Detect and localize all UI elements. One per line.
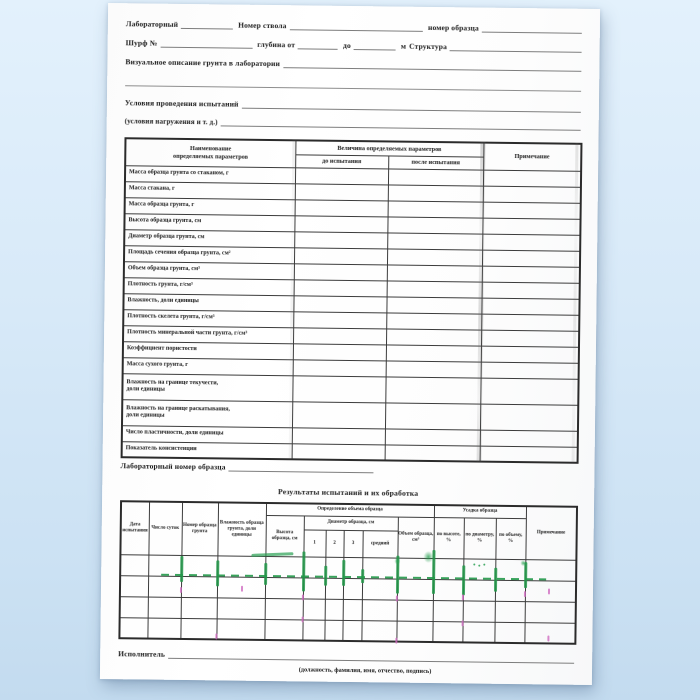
- form-content: [100, 3, 600, 685]
- cell: [433, 600, 463, 621]
- cell: [481, 346, 579, 363]
- parameters-name-header: Наименование определяемых параметров: [125, 138, 295, 167]
- cell: [386, 360, 481, 377]
- cell: [387, 280, 482, 297]
- meters-label: м: [400, 41, 407, 51]
- cell: [292, 427, 385, 444]
- cell: [294, 263, 387, 280]
- cell: [525, 601, 576, 623]
- cell: [482, 282, 580, 299]
- cell: [293, 327, 386, 344]
- blank-field: [289, 21, 423, 32]
- cell: [325, 578, 343, 599]
- cell: [386, 296, 481, 313]
- cell: [387, 232, 482, 249]
- cell: [386, 344, 481, 361]
- cell: [302, 619, 324, 640]
- shrinkage-group-header: Усадка образца: [434, 505, 526, 518]
- depth-from-label: глубина от: [257, 39, 296, 50]
- diameter-3-header: 3: [343, 530, 362, 557]
- blank-field: [283, 59, 581, 72]
- signature-note: (должность, фамилия, имя, отчество, подпись): [298, 666, 432, 676]
- cell: [120, 596, 148, 617]
- visual-description-line: [125, 57, 581, 72]
- blank-field: [482, 24, 582, 34]
- blank-field: [450, 42, 582, 53]
- moisture-header: Влажность образца грунта, доли единицы: [217, 502, 266, 556]
- cell: [482, 234, 580, 251]
- param-label: Диаметр образца грунта, см: [124, 229, 294, 247]
- cell: [495, 580, 525, 601]
- cell: [303, 556, 325, 577]
- lab-number-label: Лабораторный номер образца: [120, 461, 226, 472]
- param-label: Плотность скелета грунта, г/см³: [123, 309, 293, 327]
- parameters-table: [121, 137, 583, 464]
- header-line-2: [126, 38, 582, 53]
- cell: [148, 597, 181, 618]
- cell: [147, 618, 180, 639]
- param-label: Число пластичности, доли единицы: [122, 425, 292, 443]
- param-label: Масса стакана, г: [125, 181, 295, 199]
- executor-line: [118, 649, 574, 664]
- cell: [303, 577, 325, 598]
- cell: [480, 446, 578, 463]
- cell: [385, 444, 480, 461]
- cell: [294, 247, 387, 264]
- conditions-note-label: (условия нагружения и т. д.): [124, 117, 218, 127]
- results-table: [118, 500, 578, 645]
- cell: [325, 557, 343, 578]
- cell: [324, 620, 342, 641]
- cell: [292, 375, 385, 402]
- cell: [385, 402, 480, 429]
- cell: [292, 401, 385, 428]
- sample-no-header: Номер образца грунта: [181, 502, 218, 555]
- blank-field: [298, 40, 338, 49]
- cell: [295, 183, 388, 200]
- blank-field: [221, 117, 581, 130]
- diameter-group-header: Диаметр образца, см: [304, 515, 398, 530]
- cell: [483, 202, 581, 219]
- date-header: Дата испытания: [120, 501, 149, 554]
- cell: [387, 216, 482, 233]
- note-header: Примечание: [483, 143, 581, 171]
- cell: [386, 328, 481, 345]
- cell: [480, 430, 578, 447]
- cell: [216, 618, 264, 640]
- cell: [264, 619, 302, 640]
- cell: [480, 378, 578, 405]
- cell: [217, 555, 265, 577]
- cell: [525, 580, 576, 602]
- cell: [361, 620, 396, 641]
- param-label: Влажность на границе раскатывания, доли единицы: [122, 399, 292, 427]
- blank-continuation-line: [125, 73, 581, 92]
- shrink-diameter-header: по диаметру, %: [463, 517, 495, 558]
- param-label: Плотность грунта, г/см³: [124, 277, 294, 295]
- cell: [525, 559, 576, 581]
- param-label: Масса сухого грунта, г: [123, 357, 293, 375]
- param-label: Влажность, доли единицы: [123, 293, 293, 311]
- cell: [432, 621, 462, 642]
- cell: [303, 598, 325, 619]
- param-label: Влажность на границе текучести, доли единицы: [122, 373, 292, 401]
- cell: [119, 617, 147, 638]
- cell: [388, 200, 483, 217]
- cell: [217, 597, 265, 619]
- cell: [482, 218, 580, 235]
- cell: [397, 600, 433, 621]
- cell: [148, 555, 181, 576]
- after-test-header: после испытания: [388, 155, 483, 169]
- cell: [495, 559, 525, 580]
- cell: [483, 170, 581, 187]
- cell: [120, 575, 148, 596]
- param-label: Объем образца грунта, см³: [124, 261, 294, 279]
- param-label: Масса образца грунта со стаканом, г: [125, 165, 295, 183]
- cell: [481, 298, 579, 315]
- cell: [387, 248, 482, 265]
- param-label: Показатель консистенции: [122, 441, 292, 459]
- cell: [388, 168, 483, 185]
- cell: [396, 621, 432, 642]
- shrink-volume-header: по объему, %: [495, 518, 525, 559]
- cell: [433, 558, 463, 579]
- cell: [181, 597, 217, 618]
- results-note-header: Примечание: [525, 506, 577, 560]
- volume-header: Объем образца, см³: [397, 517, 434, 558]
- blank-field: [229, 463, 374, 474]
- cell: [294, 279, 387, 296]
- diameter-1-header: 1: [303, 529, 325, 556]
- cell: [181, 576, 217, 597]
- cell: [385, 376, 480, 403]
- cell: [463, 579, 495, 600]
- param-label: Коэффициент пористости: [123, 341, 293, 359]
- cell: [397, 558, 433, 579]
- cell: [481, 314, 579, 331]
- cell: [524, 622, 575, 644]
- cell: [482, 266, 580, 283]
- value-group-header: Величина определяемых параметров: [295, 140, 483, 156]
- cell: [362, 578, 397, 599]
- cell: [362, 599, 397, 620]
- sample-number-label: номер образца: [427, 22, 479, 33]
- diameter-2-header: 2: [325, 530, 343, 557]
- cell: [462, 621, 494, 642]
- blank-field: [242, 100, 581, 113]
- blank-field: [354, 41, 396, 51]
- test-conditions-label: Условия проведения испытаний: [124, 98, 239, 109]
- results-empty-row: [119, 617, 575, 644]
- cell: [294, 215, 387, 232]
- cell: [481, 330, 579, 347]
- signature-blank-field: [168, 650, 574, 664]
- diameter-avg-header: средний: [362, 530, 397, 557]
- cell: [343, 557, 362, 578]
- param-label: Высота образца грунта, см: [124, 213, 294, 231]
- cell: [293, 343, 386, 360]
- param-label: Плотность минеральной части грунта, г/см³: [123, 325, 293, 343]
- days-header: Число суток: [148, 502, 182, 555]
- scanned-form-page: [100, 3, 600, 685]
- depth-to-label: до: [343, 40, 351, 50]
- cell: [217, 576, 265, 598]
- lab-label: Лабораторный: [125, 19, 179, 29]
- cell: [120, 554, 148, 575]
- cell: [295, 167, 388, 184]
- cell: [463, 558, 495, 579]
- volume-group-header: Определение объема образца: [266, 503, 434, 517]
- results-title: Результаты испытаний и их обработка: [278, 487, 419, 498]
- cell: [343, 599, 362, 620]
- cell: [342, 620, 361, 641]
- cell: [265, 577, 303, 598]
- cell: [463, 600, 495, 621]
- cell: [295, 199, 388, 216]
- height-header: Высота образца, см: [265, 515, 303, 556]
- cell: [293, 295, 386, 312]
- cell: [480, 404, 578, 431]
- cell: [292, 443, 385, 460]
- structure-label: Структура: [409, 41, 448, 52]
- cell: [386, 312, 481, 329]
- cell: [481, 362, 579, 379]
- cell: [325, 599, 343, 620]
- pit-number-label: Шурф №: [125, 38, 158, 48]
- blank-field: [181, 20, 233, 30]
- cell: [148, 576, 181, 597]
- cell: [265, 556, 303, 577]
- param-label: Масса образца грунта, г: [125, 197, 295, 215]
- cell: [397, 579, 433, 600]
- cell: [483, 186, 581, 203]
- cell: [180, 618, 216, 639]
- cell: [181, 555, 217, 576]
- cell: [387, 264, 482, 281]
- cell: [293, 311, 386, 328]
- blank-field: [160, 39, 252, 49]
- cell: [494, 622, 524, 643]
- cell: [294, 231, 387, 248]
- cell: [362, 557, 397, 578]
- cell: [385, 428, 480, 445]
- cell: [388, 184, 483, 201]
- shrink-height-header: по высоте, %: [433, 517, 463, 558]
- cell: [482, 250, 580, 267]
- lab-number-line: [120, 461, 576, 476]
- shaft-number-label: Номер ствола: [238, 20, 287, 31]
- param-label: Площадь сечения образца грунта, см²: [124, 245, 294, 263]
- cell: [343, 578, 362, 599]
- before-test-header: до испытания: [295, 154, 388, 168]
- cell: [265, 598, 303, 619]
- visual-description-label: Визуальное описание грунта в лаборатории: [125, 57, 281, 69]
- executor-label: Исполнитель: [118, 649, 166, 659]
- conditions-note-line: [125, 116, 581, 131]
- cell: [495, 601, 525, 622]
- cell: [293, 359, 386, 376]
- cell: [433, 579, 463, 600]
- test-conditions-line: [125, 98, 581, 113]
- header-line-1: [126, 19, 582, 34]
